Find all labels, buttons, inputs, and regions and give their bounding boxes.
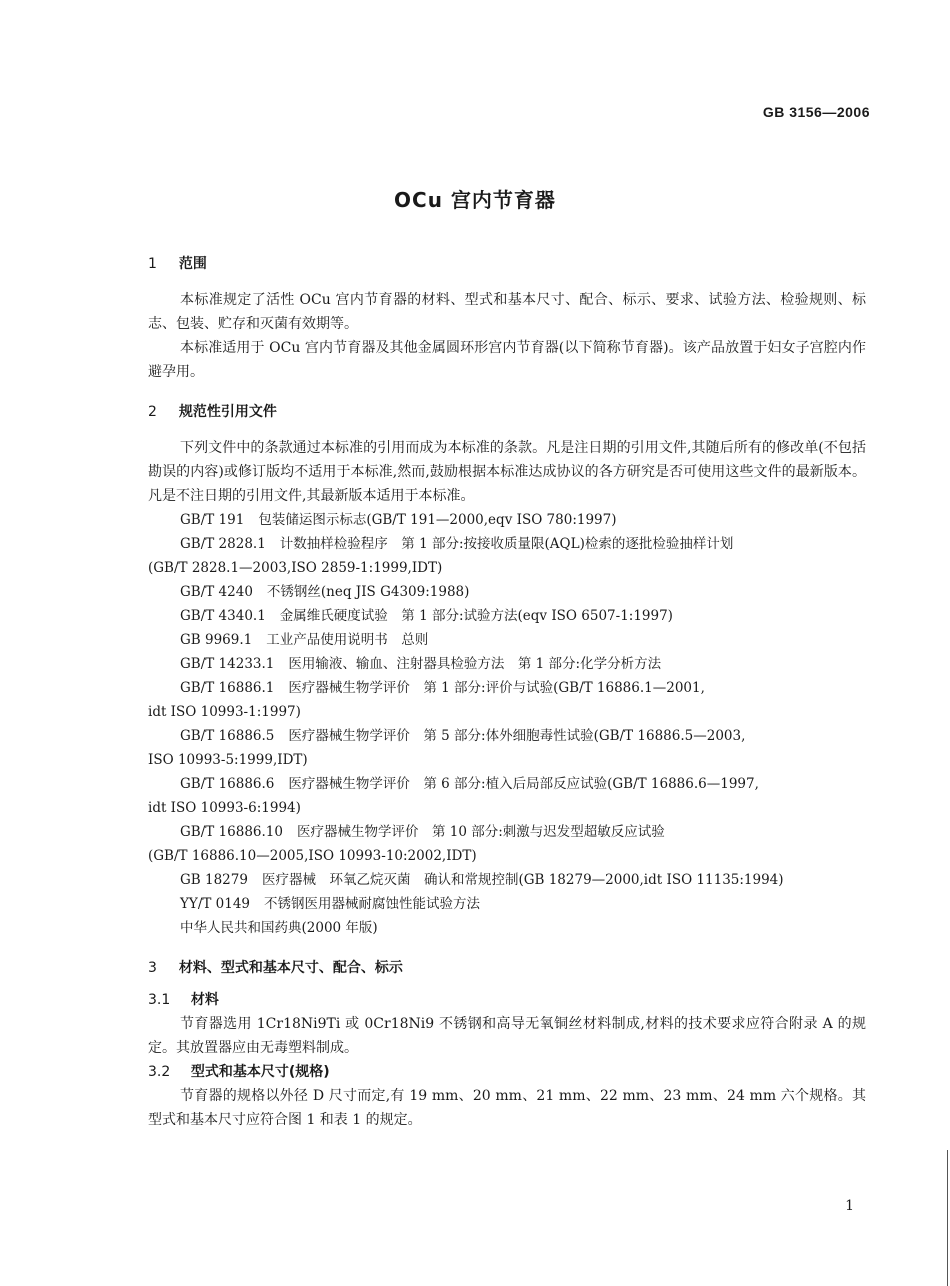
section-title: 规范性引用文件 [178, 404, 277, 420]
section-number: 1 [148, 256, 157, 272]
subsection-3-1-heading [148, 988, 866, 1012]
reference-code: GB 9969.1 [180, 632, 253, 648]
reference-item [148, 892, 866, 916]
section-2-heading [148, 400, 866, 424]
paragraph: 节育器的规格以外径 D 尺寸而定,有 19 mm、20 mm、21 mm、22 mm、23 mm、24 mm 六个规格。其型式和基本尺寸应符合图 1 和表 1 的规定。 [148, 1088, 866, 1128]
document-title: OCu 宫内节育器 [394, 188, 556, 212]
paragraph: 节育器选用 1Cr18Ni9Ti 或 0Cr18Ni9 不锈钢和高导无氧铜丝材料制成,材料的技术要求应符合附录 A 的规定。其放置器应由无毒塑料制成。 [148, 1016, 866, 1056]
subsection-3-2-heading [148, 1060, 866, 1084]
reference-continuation: (GB/T 2828.1—2003,ISO 2859-1:1999,IDT) [148, 560, 443, 576]
subsection-number: 3.2 [148, 1064, 171, 1080]
reference-code: GB/T 4340.1 [180, 608, 266, 624]
reference-text: 医疗器械生物学评价 第 5 部分:体外细胞毒性试验(GB/T 16886.5—2003, [288, 728, 746, 744]
section-3-heading [148, 956, 866, 980]
reference-continuation: ISO 10993-5:1999,IDT) [148, 752, 308, 768]
reference-code: GB/T 191 [180, 512, 245, 528]
reference-code: GB/T 16886.6 [180, 776, 275, 792]
reference-code: GB/T 14233.1 [180, 656, 275, 672]
paragraph: 下列文件中的条款通过本标准的引用而成为本标准的条款。凡是注日期的引用文件,其随后所有的修改单(不包括勘误的内容)或修订版均不适用于本标准,然而,鼓励根据本标准达成协议的各方研究是否可使用这些文件的最新版本。凡是不注日期的引用文件,其最新版本适用于本标准。 [148, 440, 866, 504]
reference-continuation: (GB/T 16886.10—2005,ISO 10993-10:2002,IDT) [148, 848, 477, 864]
reference-item [148, 676, 866, 724]
paragraph: 本标准适用于 OCu 宫内节育器及其他金属圆环形宫内节育器(以下简称节育器)。该产品放置于妇女子宫腔内作避孕用。 [148, 340, 866, 380]
reference-text: 医疗器械生物学评价 第 6 部分:植入后局部反应试验(GB/T 16886.6—1997, [288, 776, 759, 792]
reference-item [148, 652, 866, 676]
reference-item [148, 820, 866, 868]
paragraph: 本标准规定了活性 OCu 宫内节育器的材料、型式和基本尺寸、配合、标示、要求、试验方法、检验规则、标志、包装、贮存和灭菌有效期等。 [148, 292, 866, 332]
reference-code: YY/T 0149 [180, 896, 251, 912]
page-number: 1 [845, 1198, 854, 1214]
reference-text: 医疗器械 环氧乙烷灭菌 确认和常规控制(GB 18279—2000,idt ISO 11135:1994) [261, 872, 784, 888]
section-1-heading [148, 252, 866, 276]
reference-item [148, 724, 866, 772]
reference-code: GB 18279 [180, 872, 248, 888]
reference-text: 医疗器械生物学评价 第 1 部分:评价与试验(GB/T 16886.1—2001, [288, 680, 705, 696]
reference-text: 金属维氏硬度试验 第 1 部分:试验方法(eqv ISO 6507-1:1997) [279, 608, 673, 624]
document-body [148, 252, 866, 1132]
reference-item [148, 532, 866, 580]
subsection-number: 3.1 [148, 992, 171, 1008]
reference-continuation: idt ISO 10993-1:1997) [148, 704, 301, 720]
reference-text: 工业产品使用说明书 总则 [266, 632, 429, 648]
reference-item [148, 772, 866, 820]
reference-continuation: idt ISO 10993-6:1994) [148, 800, 301, 816]
reference-code: GB/T 4240 [180, 584, 253, 600]
reference-text: 不锈钢丝(neq JIS G4309:1988) [266, 584, 470, 600]
section-title: 材料、型式和基本尺寸、配合、标示 [178, 960, 403, 976]
reference-item [148, 916, 866, 940]
standard-code: GB 3156—2006 [762, 104, 870, 120]
reference-code: GB/T 16886.10 [180, 824, 283, 840]
reference-text: 不锈钢医用器械耐腐蚀性能试验方法 [264, 896, 481, 912]
reference-item [148, 580, 866, 604]
reference-item [148, 868, 866, 892]
reference-text: 包装储运图示标志(GB/T 191—2000,eqv ISO 780:1997) [258, 512, 617, 528]
reference-code: GB/T 16886.1 [180, 680, 275, 696]
reference-text: 计数抽样检验程序 第 1 部分:按接收质量限(AQL)检索的逐批检验抽样计划 [279, 536, 734, 552]
reference-item [148, 628, 866, 652]
reference-code: GB/T 16886.5 [180, 728, 275, 744]
subsection-title: 材料 [190, 992, 219, 1008]
reference-text: 医用输液、输血、注射器具检验方法 第 1 部分:化学分析方法 [288, 656, 662, 672]
reference-item [148, 508, 866, 532]
section-title: 范围 [178, 256, 207, 272]
reference-text: 中华人民共和国药典(2000 年版) [180, 920, 378, 936]
subsection-title: 型式和基本尺寸(规格) [190, 1064, 330, 1080]
reference-code: GB/T 2828.1 [180, 536, 266, 552]
scan-edge-line [947, 1150, 948, 1286]
section-number: 2 [148, 404, 157, 420]
reference-text: 医疗器械生物学评价 第 10 部分:刺激与迟发型超敏反应试验 [296, 824, 665, 840]
reference-item [148, 604, 866, 628]
section-number: 3 [148, 960, 157, 976]
